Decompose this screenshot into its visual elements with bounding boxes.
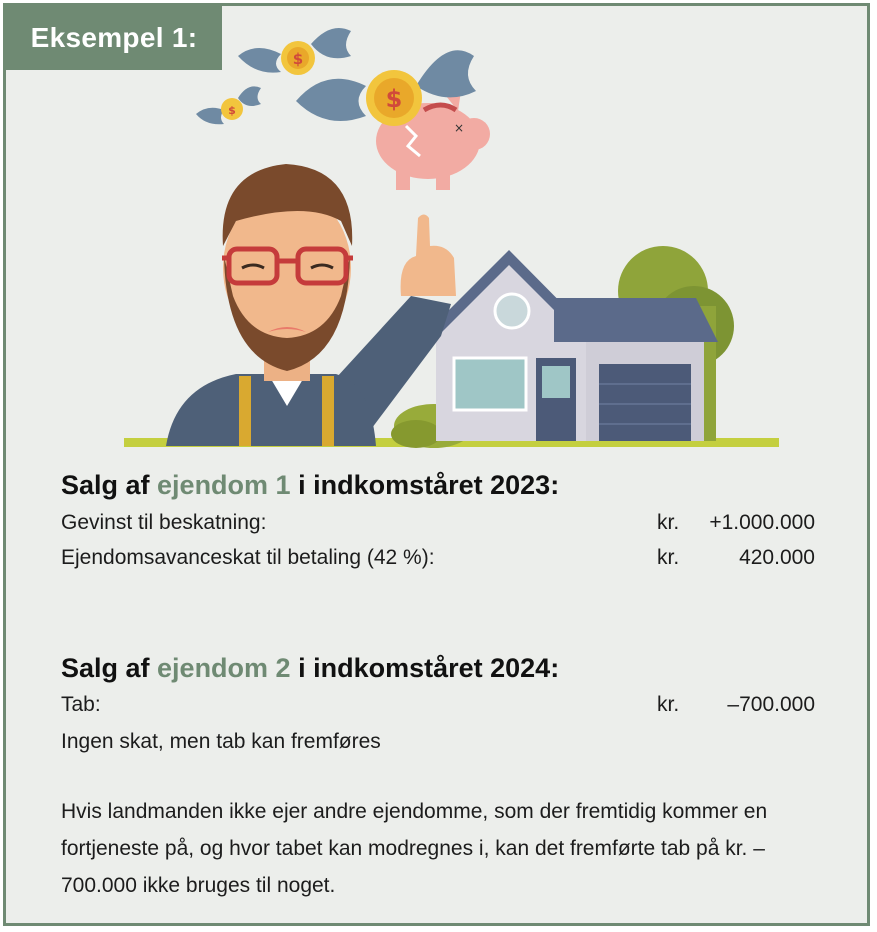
row-label: Tab: bbox=[61, 693, 101, 716]
flying-coin-icon bbox=[238, 28, 351, 75]
note-text: Ingen skat, men tab kan fremføres bbox=[61, 730, 381, 753]
illustration bbox=[6, 6, 867, 456]
row-label: Ejendomsavanceskat til betaling (42 %): bbox=[61, 546, 435, 569]
example-card bbox=[3, 3, 870, 926]
row-currency: kr. bbox=[657, 546, 680, 569]
man-icon bbox=[166, 164, 456, 446]
svg-text:$: $ bbox=[385, 85, 403, 113]
row-currency: kr. bbox=[657, 693, 680, 716]
row-amount: +1.000.000 bbox=[709, 511, 815, 534]
svg-text:$: $ bbox=[292, 50, 304, 68]
section1-heading-highlight: ejendom 1 bbox=[157, 470, 291, 500]
section2-heading-post: i indkomståret 2024: bbox=[290, 653, 560, 683]
row-label: Gevinst til beskatning: bbox=[61, 511, 267, 534]
svg-text:$: $ bbox=[228, 104, 236, 117]
flying-coin-icon bbox=[196, 86, 261, 124]
section1-heading-pre: Salg af bbox=[61, 470, 158, 500]
section2-heading-pre: Salg af bbox=[61, 653, 158, 683]
section1-heading bbox=[61, 468, 559, 502]
row-amount: 420.000 bbox=[739, 546, 815, 569]
section2-heading bbox=[61, 651, 559, 685]
explanation-paragraph: Hvis landmanden ikke ejer andre ejendomme, som der fremtidig kommer en fortjeneste på, og hvor tabet kan modregnes i, kan det fremførte tab på kr. –700.000 ikke bruges til noget. bbox=[61, 800, 768, 897]
row-amount: –700.000 bbox=[727, 693, 815, 716]
example-tag: Eksempel 1: bbox=[6, 6, 222, 70]
section1-heading-post: i indkomståret 2023: bbox=[290, 470, 560, 500]
section2-heading-highlight: ejendom 2 bbox=[157, 653, 291, 683]
row-currency: kr. bbox=[657, 511, 680, 534]
svg-text:×: × bbox=[454, 121, 465, 135]
